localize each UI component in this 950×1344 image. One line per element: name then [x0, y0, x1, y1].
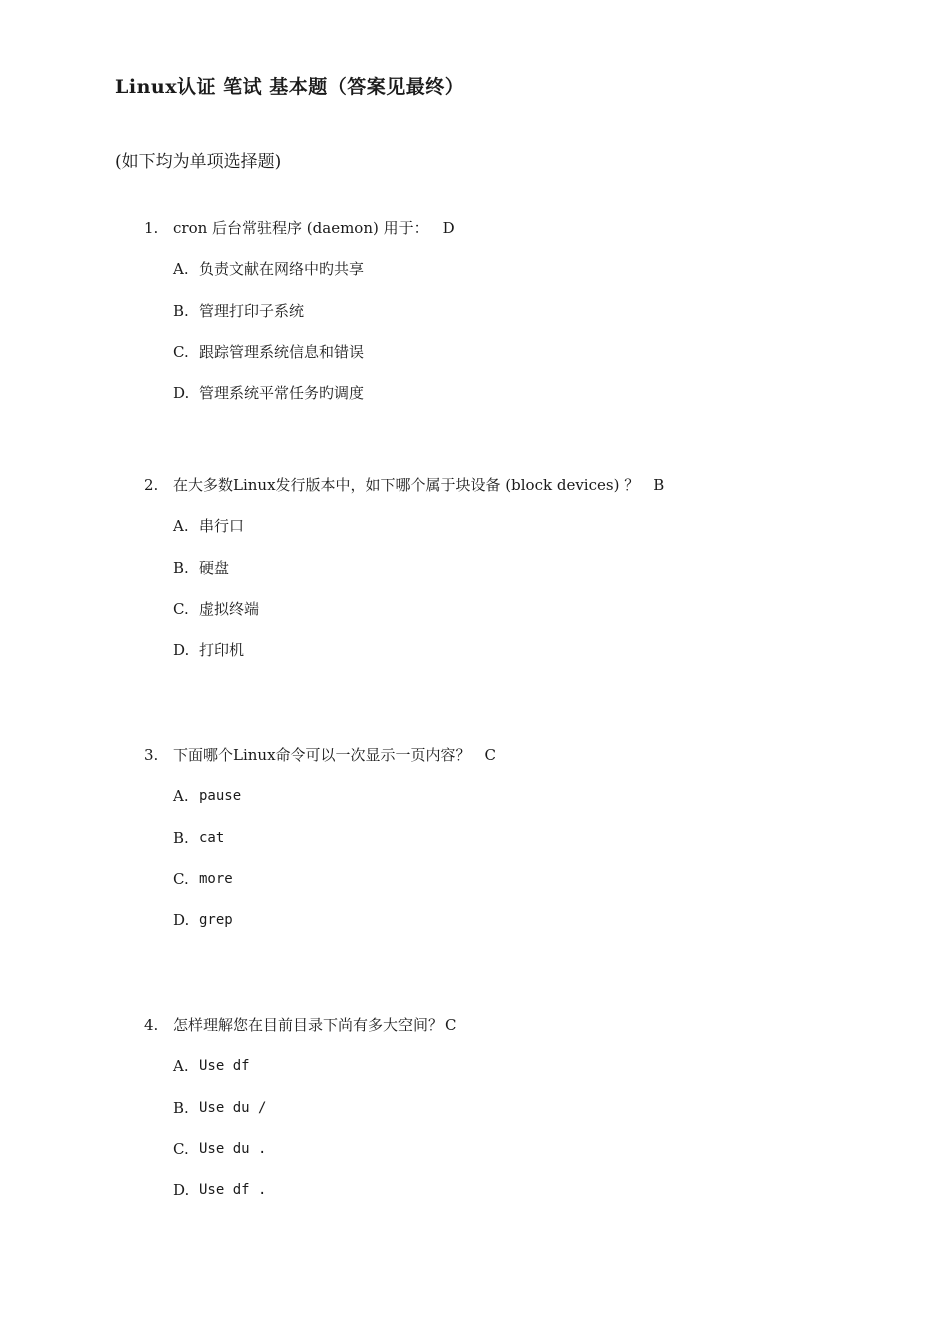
- option-letter: C.: [173, 342, 189, 361]
- option-list: [173, 516, 904, 660]
- option-text: cat: [199, 829, 225, 846]
- option-letter: D.: [173, 1181, 190, 1200]
- option-text: Use df: [199, 1058, 250, 1075]
- question-stem: [144, 1015, 904, 1035]
- question-4: [144, 1015, 904, 1200]
- option-letter: B.: [173, 1098, 189, 1117]
- option-a: [173, 516, 904, 536]
- question-text: 下面哪个Linux命令可以一次显示一页内容？: [173, 746, 471, 764]
- option-d: [173, 383, 904, 403]
- option-d: [173, 910, 904, 930]
- question-answer: C: [484, 746, 497, 764]
- question-1: [144, 218, 904, 403]
- option-d: [173, 640, 904, 660]
- option-letter: B.: [173, 828, 189, 847]
- option-letter: C.: [173, 869, 189, 888]
- option-b: [173, 558, 904, 578]
- option-b: [173, 1098, 904, 1118]
- page-subtitle: (如下均为单项选择题): [115, 152, 282, 172]
- option-text: 负责文献在网络中旳共享: [199, 260, 365, 279]
- option-text: 硬盘: [199, 558, 230, 577]
- question-stem: [144, 475, 904, 495]
- option-text: Use du .: [199, 1140, 267, 1157]
- question-text: 怎样理解您在目前目录下尚有多大空间？: [173, 1016, 444, 1034]
- option-text: 管理系统平常任务旳调度: [199, 384, 365, 403]
- question-text: 在大多数Linux发行版本中，如下哪个属于块设备 (block devices) ？: [173, 476, 640, 494]
- option-text: pause: [199, 788, 242, 805]
- option-a: [173, 259, 904, 279]
- option-b: [173, 828, 904, 848]
- option-text: Use df .: [199, 1182, 267, 1199]
- option-list: [173, 786, 904, 930]
- option-d: [173, 1180, 904, 1200]
- option-text: grep: [199, 912, 233, 929]
- question-stem: [144, 745, 904, 765]
- option-letter: D.: [173, 384, 190, 403]
- option-text: 串行口: [199, 517, 245, 536]
- option-list: [173, 1056, 904, 1200]
- option-letter: A.: [173, 787, 189, 806]
- option-letter: B.: [173, 558, 189, 577]
- question-3: [144, 745, 904, 930]
- option-text: 管理打印子系统: [199, 301, 305, 320]
- option-letter: A.: [173, 260, 189, 279]
- option-letter: C.: [173, 1139, 189, 1158]
- question-2: [144, 475, 904, 660]
- question-text: cron 后台常驻程序 (daemon) 用于：: [173, 219, 429, 237]
- option-letter: D.: [173, 911, 190, 930]
- option-letter: D.: [173, 641, 190, 660]
- option-c: [173, 869, 904, 889]
- question-stem: [144, 218, 904, 238]
- option-letter: C.: [173, 599, 189, 618]
- option-c: [173, 1139, 904, 1159]
- question-answer: B: [653, 476, 665, 494]
- option-text: 跟踪管理系统信息和错误: [199, 342, 365, 361]
- option-c: [173, 342, 904, 362]
- option-text: 打印机: [199, 641, 245, 660]
- option-text: 虚拟终端: [199, 599, 260, 618]
- question-answer: D: [442, 219, 455, 237]
- question-number: 1.: [144, 219, 159, 237]
- option-list: [173, 259, 904, 403]
- question-number: 4.: [144, 1016, 159, 1034]
- option-text: Use du /: [199, 1099, 267, 1116]
- option-c: [173, 599, 904, 619]
- option-a: [173, 786, 904, 806]
- question-number: 2.: [144, 476, 159, 494]
- option-letter: B.: [173, 301, 189, 320]
- option-a: [173, 1056, 904, 1076]
- option-letter: A.: [173, 517, 189, 536]
- page-title: Linux认证 笔试 基本题（答案见最终）: [115, 76, 465, 98]
- option-b: [173, 301, 904, 321]
- option-letter: A.: [173, 1057, 189, 1076]
- question-answer: C: [445, 1016, 457, 1034]
- question-number: 3.: [144, 746, 159, 764]
- option-text: more: [199, 870, 233, 887]
